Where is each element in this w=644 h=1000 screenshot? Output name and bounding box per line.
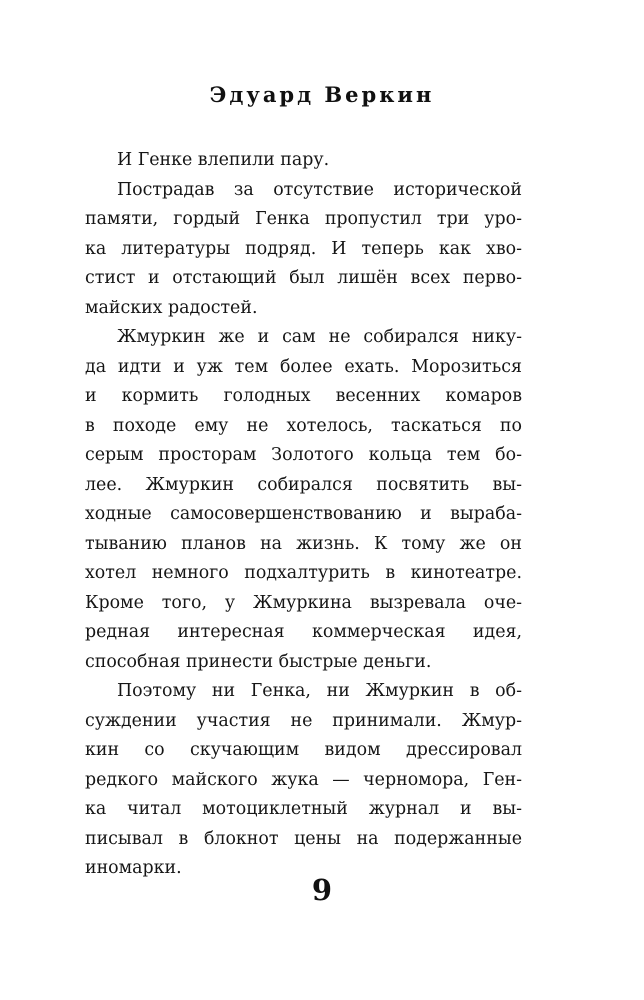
text-line: кин со скучающим видом дрессировал — [85, 740, 522, 760]
text-line: лее. Жмуркин собирался посвятить вы- — [85, 474, 522, 495]
text-line: Пострадав за отсутствие исторической — [117, 179, 522, 200]
body-text — [85, 146, 522, 884]
text-line: серым просторам Золотого кольца тем бо- — [85, 445, 522, 465]
text-line: памяти, гордый Генка пропустил три уро- — [85, 209, 522, 229]
text-line: ка литературы подряд. И теперь как хво- — [85, 238, 522, 259]
text-line: редкого майского жука — черномора, Ген- — [85, 769, 522, 790]
text-line: ка читал мотоциклетный журнал и вы- — [85, 799, 522, 819]
text-line: Жмуркин же и сам не собирался нику- — [117, 327, 522, 347]
text-line: писывал в блокнот цены на подержанные — [85, 828, 522, 849]
text-line: И Генке влепили пару. — [117, 150, 330, 170]
page-number: 9 — [311, 873, 333, 907]
text-line: иномарки. — [85, 858, 182, 878]
running-head-author: Эдуард Веркин — [209, 82, 435, 107]
text-line: да идти и уж тем более ехать. Морозиться — [85, 356, 522, 377]
text-line: Поэтому ни Генка, ни Жмуркин в об- — [117, 681, 522, 701]
text-line: хотел немного подхалтурить в кинотеатре. — [85, 563, 522, 583]
text-line: Кроме того, у Жмуркина вызревала оче- — [85, 592, 522, 613]
text-line: суждении участия не принимали. Жмур- — [85, 710, 522, 731]
text-line: и кормить голодных весенних комаров — [85, 386, 522, 406]
text-line: стист и отстающий был лишён всех перво- — [85, 268, 522, 288]
text-line: тыванию планов на жизнь. К тому же он — [85, 533, 522, 554]
text-line: в походе ему не хотелось, таскаться по — [85, 415, 522, 436]
text-line: ходные самосовершенствованию и выраба- — [85, 504, 522, 524]
text-line: редная интересная коммерческая идея, — [85, 622, 522, 642]
text-line: майских радостей. — [85, 297, 258, 318]
text-line: способная принести быстрые деньги. — [85, 651, 432, 672]
